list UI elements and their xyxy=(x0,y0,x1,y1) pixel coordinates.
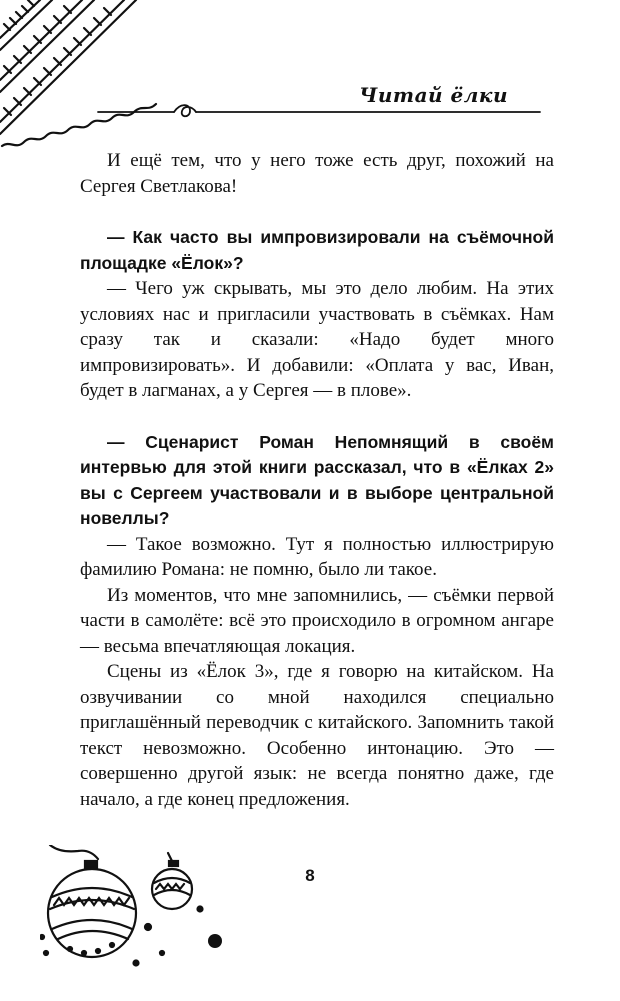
christmas-ornaments-decoration xyxy=(40,845,240,975)
body-text xyxy=(80,148,554,812)
running-head: Читай ёлки xyxy=(359,83,508,107)
paragraph: Сцены из «Ёлок 3», где я говорю на китайском. На озвучивании со мной находился специально приглашённый переводчик с китайского. Запомнить такой текст невозможно. Особенно интонацию. Это — совершенно другой язык: не всегда понятно даже, где начало, а где конец предложения. xyxy=(80,661,554,810)
paragraph: — Такое возможно. Тут я полностью иллюстрирую фамилию Романа: не помню, было ли такое. xyxy=(80,533,554,580)
interview-question: — Сценарист Роман Непомнящий в своём интервью для этой книги рассказал, что в «Ёлках 2» вы с Сергеем участвовали и в выборе центральной новеллы? xyxy=(80,431,554,528)
paragraph: Из моментов, что мне запомнились, — съёмки первой части в самолёте: всё это происходило в огромном ангаре — весьма впечатляющая локация. xyxy=(80,584,554,657)
header-rule-ornament xyxy=(96,104,546,120)
paragraph: — Чего уж скрывать, мы это дело любим. На этих условиях нас и пригласили участвовать в съёмках. Нам сразу так и сказали: «Надо будет много импровизировать». И добавили: «Оплата у вас, Иван, будет в лагманах, а у Сергея — в плове». xyxy=(80,278,554,401)
interview-question: — Как часто вы импровизировали на съёмочной площадке «Ёлок»? xyxy=(80,227,554,273)
paragraph: И ещё тем, что у него тоже есть друг, похожий на Сергея Светлакова! xyxy=(80,150,554,197)
page-number: 8 xyxy=(305,866,315,885)
corner-stripes-ornament xyxy=(0,0,160,160)
